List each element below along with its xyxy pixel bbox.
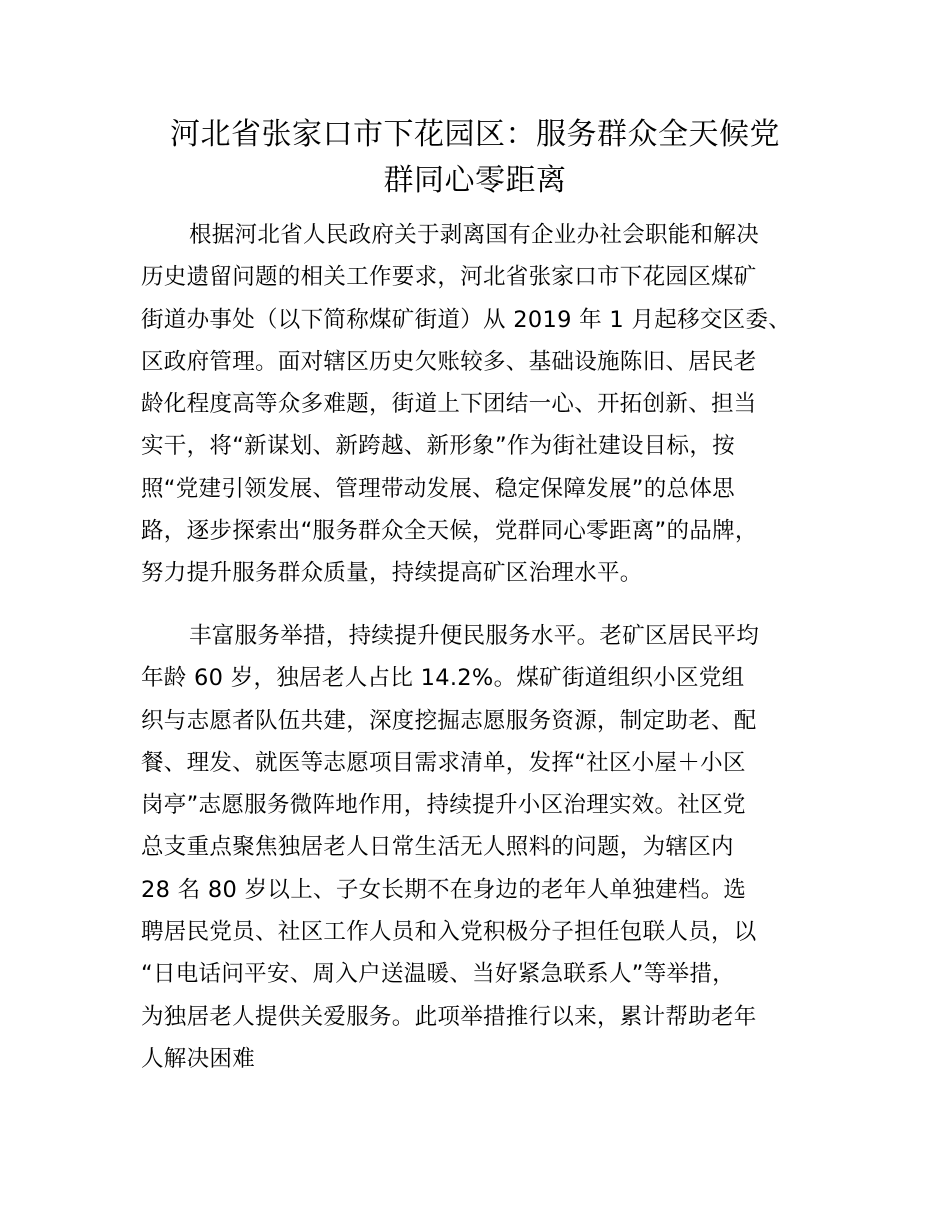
title-line: 河北省张家口市下花园区：服务群众全天候党 [170, 117, 780, 152]
paragraph-line: 总支重点聚焦独居老人日常生活无人照料的问题，为辖区内 [141, 834, 734, 861]
paragraph-line: 年龄 60 岁，独居老人占比 14.2%。煤矿街道组织小区党组 [141, 665, 745, 692]
paragraph-line: 龄化程度高等众多难题，街道上下团结一心、开拓创新、担当 [141, 391, 757, 418]
paragraph-line: 实干，将“新谋划、新跨越、新形象”作为街社建设目标，按 [141, 433, 735, 460]
paragraph-line: 人解决困难 [141, 1045, 256, 1072]
paragraph-line: 聘居民党员、社区工作人员和入党积极分子担任包联人员，以 [141, 919, 757, 946]
paragraph-services [141, 615, 841, 1080]
title-line: 群同心零距离 [383, 163, 567, 198]
paragraph-line: “日电话问平安、周入户送温暖、当好紧急联系人”等举措， [141, 961, 735, 988]
paragraph-line: 餐、理发、就医等志愿项目需求清单，发挥“社区小屋＋小区 [141, 749, 746, 776]
paragraph-line: 照“党建引领发展、管理带动发展、稳定保障发展”的总体思 [141, 475, 735, 502]
paragraph-line: 岗亭”志愿服务微阵地作用，持续提升小区治理实效。社区党 [141, 792, 746, 819]
paragraph-line: 努力提升服务群众质量，持续提高矿区治理水平。 [141, 560, 643, 587]
paragraph-line: 织与志愿者队伍共建，深度挖掘志愿服务资源，制定助老、配 [141, 707, 757, 734]
paragraph-line: 为独居老人提供关爱服务。此项举措推行以来，累计帮助老年 [141, 1003, 757, 1030]
paragraph-line: 根据河北省人民政府关于剥离国有企业办社会职能和解决 [189, 222, 760, 248]
paragraph-line: 街道办事处（以下简称煤矿街道）从 2019 年 1 月起移交区委、 [141, 306, 792, 333]
paragraph-line: 28 名 80 岁以上、子女长期不在身边的老年人单独建档。选 [141, 876, 747, 903]
paragraph-line: 丰富服务举措，持续提升便民服务水平。老矿区居民平均 [189, 623, 760, 649]
paragraph-intro [141, 214, 841, 595]
paragraph-line: 路，逐步探索出“服务群众全天候，党群同心零距离”的品牌， [141, 518, 758, 545]
paragraph-line: 历史遗留问题的相关工作要求，河北省张家口市下花园区煤矿 [141, 264, 757, 291]
paragraph-line: 区政府管理。面对辖区历史欠账较多、基础设施陈旧、居民老 [141, 348, 757, 375]
document-title [120, 112, 830, 204]
